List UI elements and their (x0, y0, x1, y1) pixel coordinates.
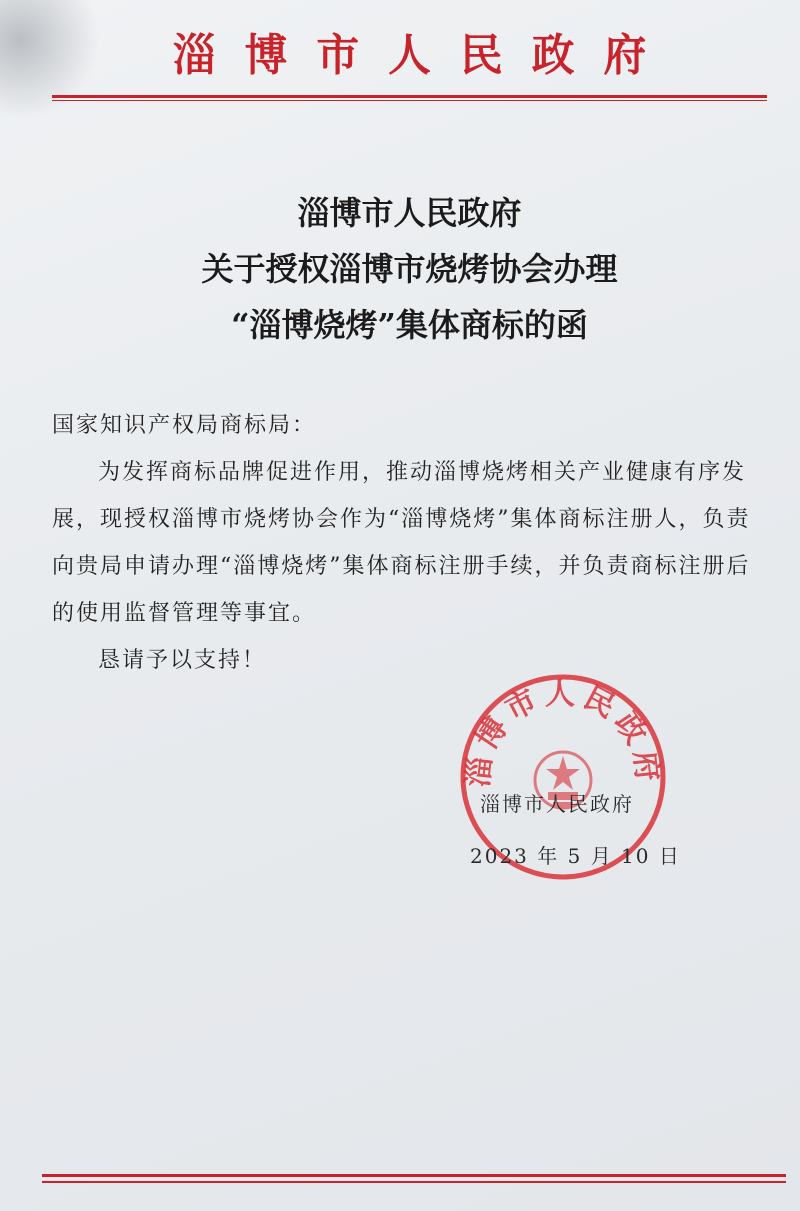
letter-body (52, 402, 772, 684)
document-title (52, 185, 767, 353)
letterhead-red-rule (52, 95, 767, 98)
title-line-2: 关于授权淄博市烧烤协会办理 (201, 250, 618, 288)
body-paragraph: 为发挥商标品牌促进作用，推动淄博烧烤相关产业健康有序发展，现授权淄博市烧烤协会作为“淄博烧烤”集体商标注册人，负责向贵局申请办理“淄博烧烤”集体商标注册手续，并负责商标注册后的使用监督管理等事宜。 (52, 460, 751, 626)
letterhead-title: 淄博市人民政府 (172, 30, 676, 81)
footer-red-rule (42, 1174, 786, 1177)
signature-date: 2023 年 5 月 10 日 (470, 844, 681, 868)
closing-line: 恳请予以支持！ (98, 648, 267, 673)
salutation: 国家知识产权局商标局： (52, 413, 317, 438)
signature-organization: 淄博市人民政府 (480, 792, 634, 816)
footer-red-rule-thin (42, 1181, 786, 1183)
letterhead-red-rule-thin (52, 100, 767, 101)
title-line-3: “淄博烧烤”集体商标的函 (231, 306, 588, 344)
title-line-1: 淄博市人民政府 (297, 194, 522, 232)
seal-text: 淄博市人民政府 (460, 676, 666, 789)
